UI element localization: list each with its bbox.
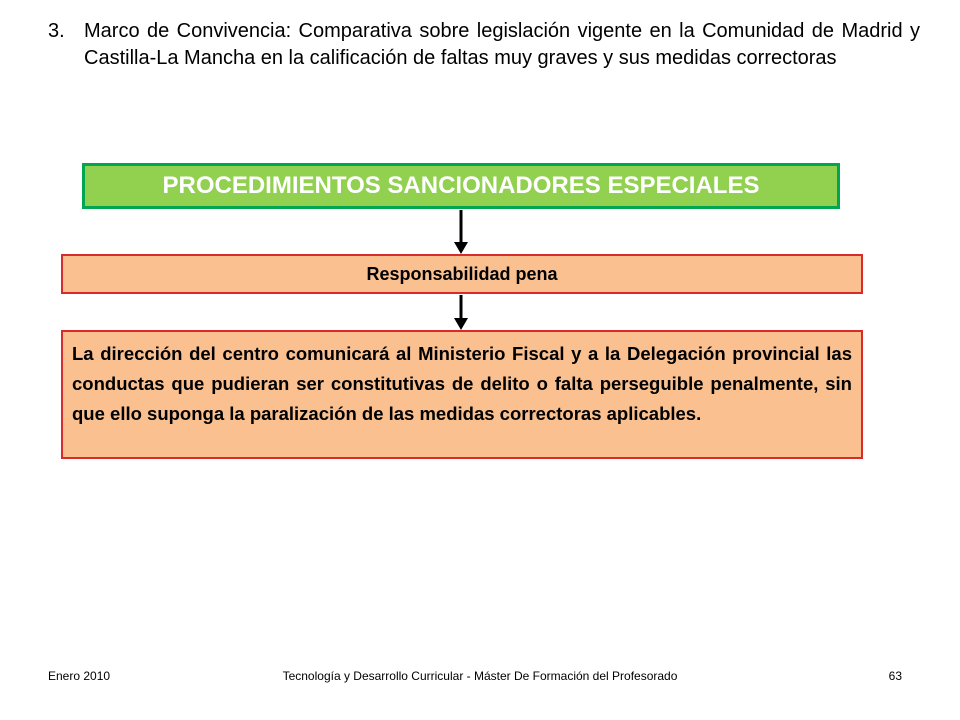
slide-heading (48, 18, 920, 72)
description-box: La dirección del centro comunicará al Ministerio Fiscal y a la Delegación provincial las conductas que pudieran ser constitutivas de delito o falta perseguible penalmente, sin que ello suponga la paralización de las medidas correctoras aplicables. (61, 330, 863, 459)
footer-date: Enero 2010 (48, 669, 111, 683)
arrow-down-icon (453, 210, 469, 254)
heading-text: Marco de Convivencia: Comparativa sobre legislación vigente en la Comunidad de Madrid y Castilla-La Mancha en la calificación de faltas muy graves y sus medidas correctoras (84, 20, 920, 69)
subtitle-box: Responsabilidad pena (61, 254, 863, 294)
heading-number: 3. (48, 20, 65, 42)
arrow-down-icon (453, 295, 469, 330)
footer-course: Tecnología y Desarrollo Curricular - Máster De Formación del Profesorado (282, 669, 678, 683)
page-number: 63 (888, 669, 902, 683)
title-box: PROCEDIMIENTOS SANCIONADORES ESPECIALES (82, 163, 840, 209)
